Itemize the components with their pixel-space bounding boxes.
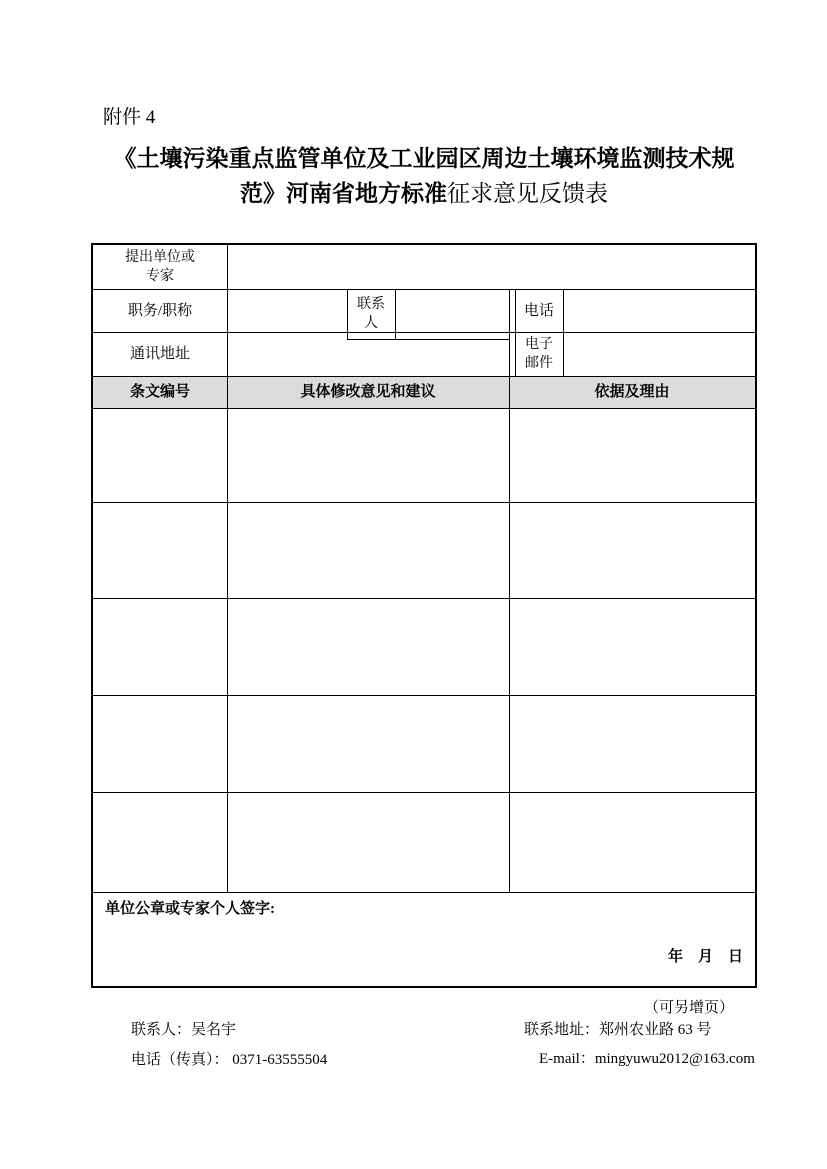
phone-input-cell[interactable] — [564, 290, 754, 331]
signature-label: 单位公章或专家个人签字: — [105, 901, 275, 917]
feedback-table — [91, 243, 757, 988]
contact-person-input-cell[interactable] — [396, 290, 508, 338]
position-label: 职务/职称 — [127, 302, 193, 319]
column-header-suggestion: 具体修改意见和建议 — [300, 384, 436, 400]
title-line-2: 范》河南省地方标准征求意见反馈表 — [240, 180, 608, 206]
title-line-1: 《土壤污染重点监管单位及工业园区周边土壤环境监测技术规 — [113, 145, 735, 171]
column-header-clause-no: 条文编号 — [129, 384, 190, 400]
suggestion-cell-row2[interactable] — [228, 503, 508, 598]
suggestion-cell-row3[interactable] — [228, 599, 508, 695]
attachment-label: 附件 4 — [103, 107, 156, 128]
proposer-input-cell[interactable] — [228, 245, 755, 288]
address-label: 通讯地址 — [129, 346, 190, 362]
clause-no-cell-row3[interactable] — [93, 599, 226, 695]
email-label: 电子邮件 — [525, 337, 553, 371]
footer-contact-person: 联系人：吴名宇 — [131, 1022, 237, 1038]
position-input-cell[interactable] — [228, 290, 346, 331]
basis-cell-row1[interactable] — [510, 409, 755, 502]
date-placeholder: 年 月 日 — [667, 949, 743, 965]
column-header-basis: 依据及理由 — [594, 384, 670, 400]
address-input-cell[interactable] — [228, 333, 508, 375]
footer-contact-address: 联系地址：郑州农业路 63 号 — [524, 1022, 712, 1038]
basis-cell-row4[interactable] — [510, 696, 755, 792]
proposer-label: 提出单位或专家 — [125, 250, 195, 284]
email-input-cell[interactable] — [564, 333, 754, 375]
basis-cell-row2[interactable] — [510, 503, 755, 598]
basis-cell-row3[interactable] — [510, 599, 755, 695]
suggestion-cell-row1[interactable] — [228, 409, 508, 502]
footer-email: E-mail：mingyuwu2012@163.com — [539, 1051, 755, 1067]
suggestion-cell-row5[interactable] — [228, 793, 508, 892]
extra-page-note: （可另增页） — [643, 1000, 734, 1016]
phone-label: 电话 — [523, 302, 554, 319]
suggestion-cell-row4[interactable] — [228, 696, 508, 792]
clause-no-cell-row2[interactable] — [93, 503, 226, 598]
clause-no-cell-row4[interactable] — [93, 696, 226, 792]
clause-no-cell-row1[interactable] — [93, 409, 226, 502]
footer-phone-fax: 电话（传真）： 0371-63555504 — [131, 1052, 328, 1068]
clause-no-cell-row5[interactable] — [93, 793, 226, 892]
document-title — [91, 141, 757, 211]
basis-cell-row5[interactable] — [510, 793, 755, 892]
contact-person-label: 联系人 — [357, 297, 385, 331]
